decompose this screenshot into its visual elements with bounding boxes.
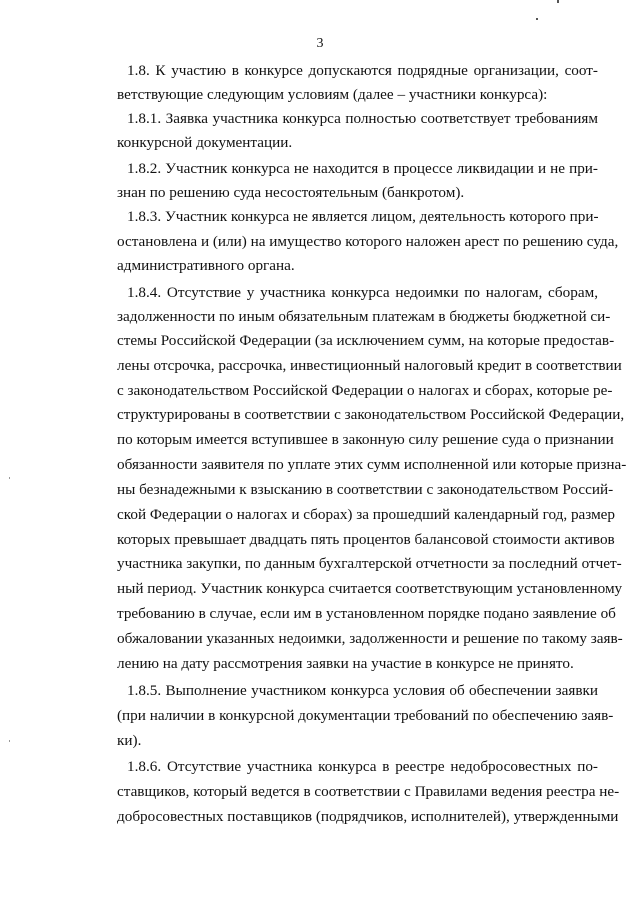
text-line: ный период. Участник конкурса считается соответствующим установленному bbox=[117, 580, 623, 597]
text-line: 1.8.4. Отсутствие у участника конкурса недоимки по налогам, сборам, bbox=[127, 284, 598, 301]
text-line: добросовестных поставщиков (подрядчиков, исполнителей), утвержденными bbox=[117, 808, 619, 825]
text-line: ставщиков, который ведется в соответствии с Правилами ведения реестра не- bbox=[117, 783, 620, 800]
text-line: 1.8.2. Участник конкурса не находится в процессе ликвидации и не при- bbox=[127, 160, 598, 177]
text-line: структурированы в соответствии с законодательством Российской Федерации, bbox=[117, 406, 625, 423]
text-line: задолженности по иным обязательным платежам в бюджеты бюджетной си- bbox=[117, 308, 611, 325]
text-line: 1.8.3. Участник конкурса не является лицом, деятельность которого при- bbox=[127, 208, 599, 225]
text-line: стемы Российской Федерации (за исключением сумм, на которые предостав- bbox=[117, 332, 615, 349]
text-line: остановлена и (или) на имущество которого наложен арест по решению суда, bbox=[117, 233, 619, 250]
text-line: обжаловании указанных недоимки, задолженности и решение по такому заяв- bbox=[117, 630, 623, 647]
scan-speck bbox=[557, 0, 559, 3]
scan-speck bbox=[536, 18, 538, 20]
text-line: которых превышает двадцать пять процентов балансовой стоимости активов bbox=[117, 531, 615, 548]
text-line: лению на дату рассмотрения заявки на участие в конкурсе не принято. bbox=[117, 655, 574, 672]
text-line: требованию в случае, если им в установленном порядке подано заявление об bbox=[117, 605, 616, 622]
text-line: 1.8.1. Заявка участника конкурса полностью соответствует требованиям bbox=[127, 110, 598, 127]
text-line: с законодательством Российской Федерации о налогах и сборах, которые ре- bbox=[117, 382, 613, 399]
text-line: участника закупки, по данным бухгалтерской отчетности за последний отчет- bbox=[117, 555, 622, 572]
text-line: лены отсрочка, рассрочка, инвестиционный налоговый кредит в соответствии bbox=[117, 357, 622, 374]
text-line: ки). bbox=[117, 732, 142, 749]
text-line: обязанности заявителя по уплате этих сумм исполненной или которые призна- bbox=[117, 456, 627, 473]
text-line: конкурсной документации. bbox=[117, 134, 293, 151]
text-line: ветствующие следующим условиям (далее – участники конкурса): bbox=[117, 86, 548, 103]
page-number: 3 bbox=[316, 36, 324, 51]
text-line: ской Федерации о налогах и сборах) за прошедший календарный год, размер bbox=[117, 506, 616, 523]
text-line: знан по решению суда несостоятельным (банкротом). bbox=[117, 184, 465, 201]
text-line: 1.8.6. Отсутствие участника конкурса в реестре недобросовестных по- bbox=[127, 758, 598, 775]
text-line: по которым имеется вступившее в законную силу решение суда о признании bbox=[117, 431, 614, 448]
text-line: административного органа. bbox=[117, 257, 295, 274]
text-line: (при наличии в конкурсной документации требований по обеспечению заяв- bbox=[117, 707, 614, 724]
text-line: ны безнадежными к взысканию в соответствии с законодательством Россий- bbox=[117, 481, 614, 498]
text-line: 1.8. К участию в конкурсе допускаются подрядные организации, соот- bbox=[127, 62, 598, 79]
scan-speck bbox=[9, 477, 10, 479]
scan-speck bbox=[9, 740, 10, 742]
text-line: 1.8.5. Выполнение участником конкурса условия об обеспечении заявки bbox=[127, 682, 598, 699]
